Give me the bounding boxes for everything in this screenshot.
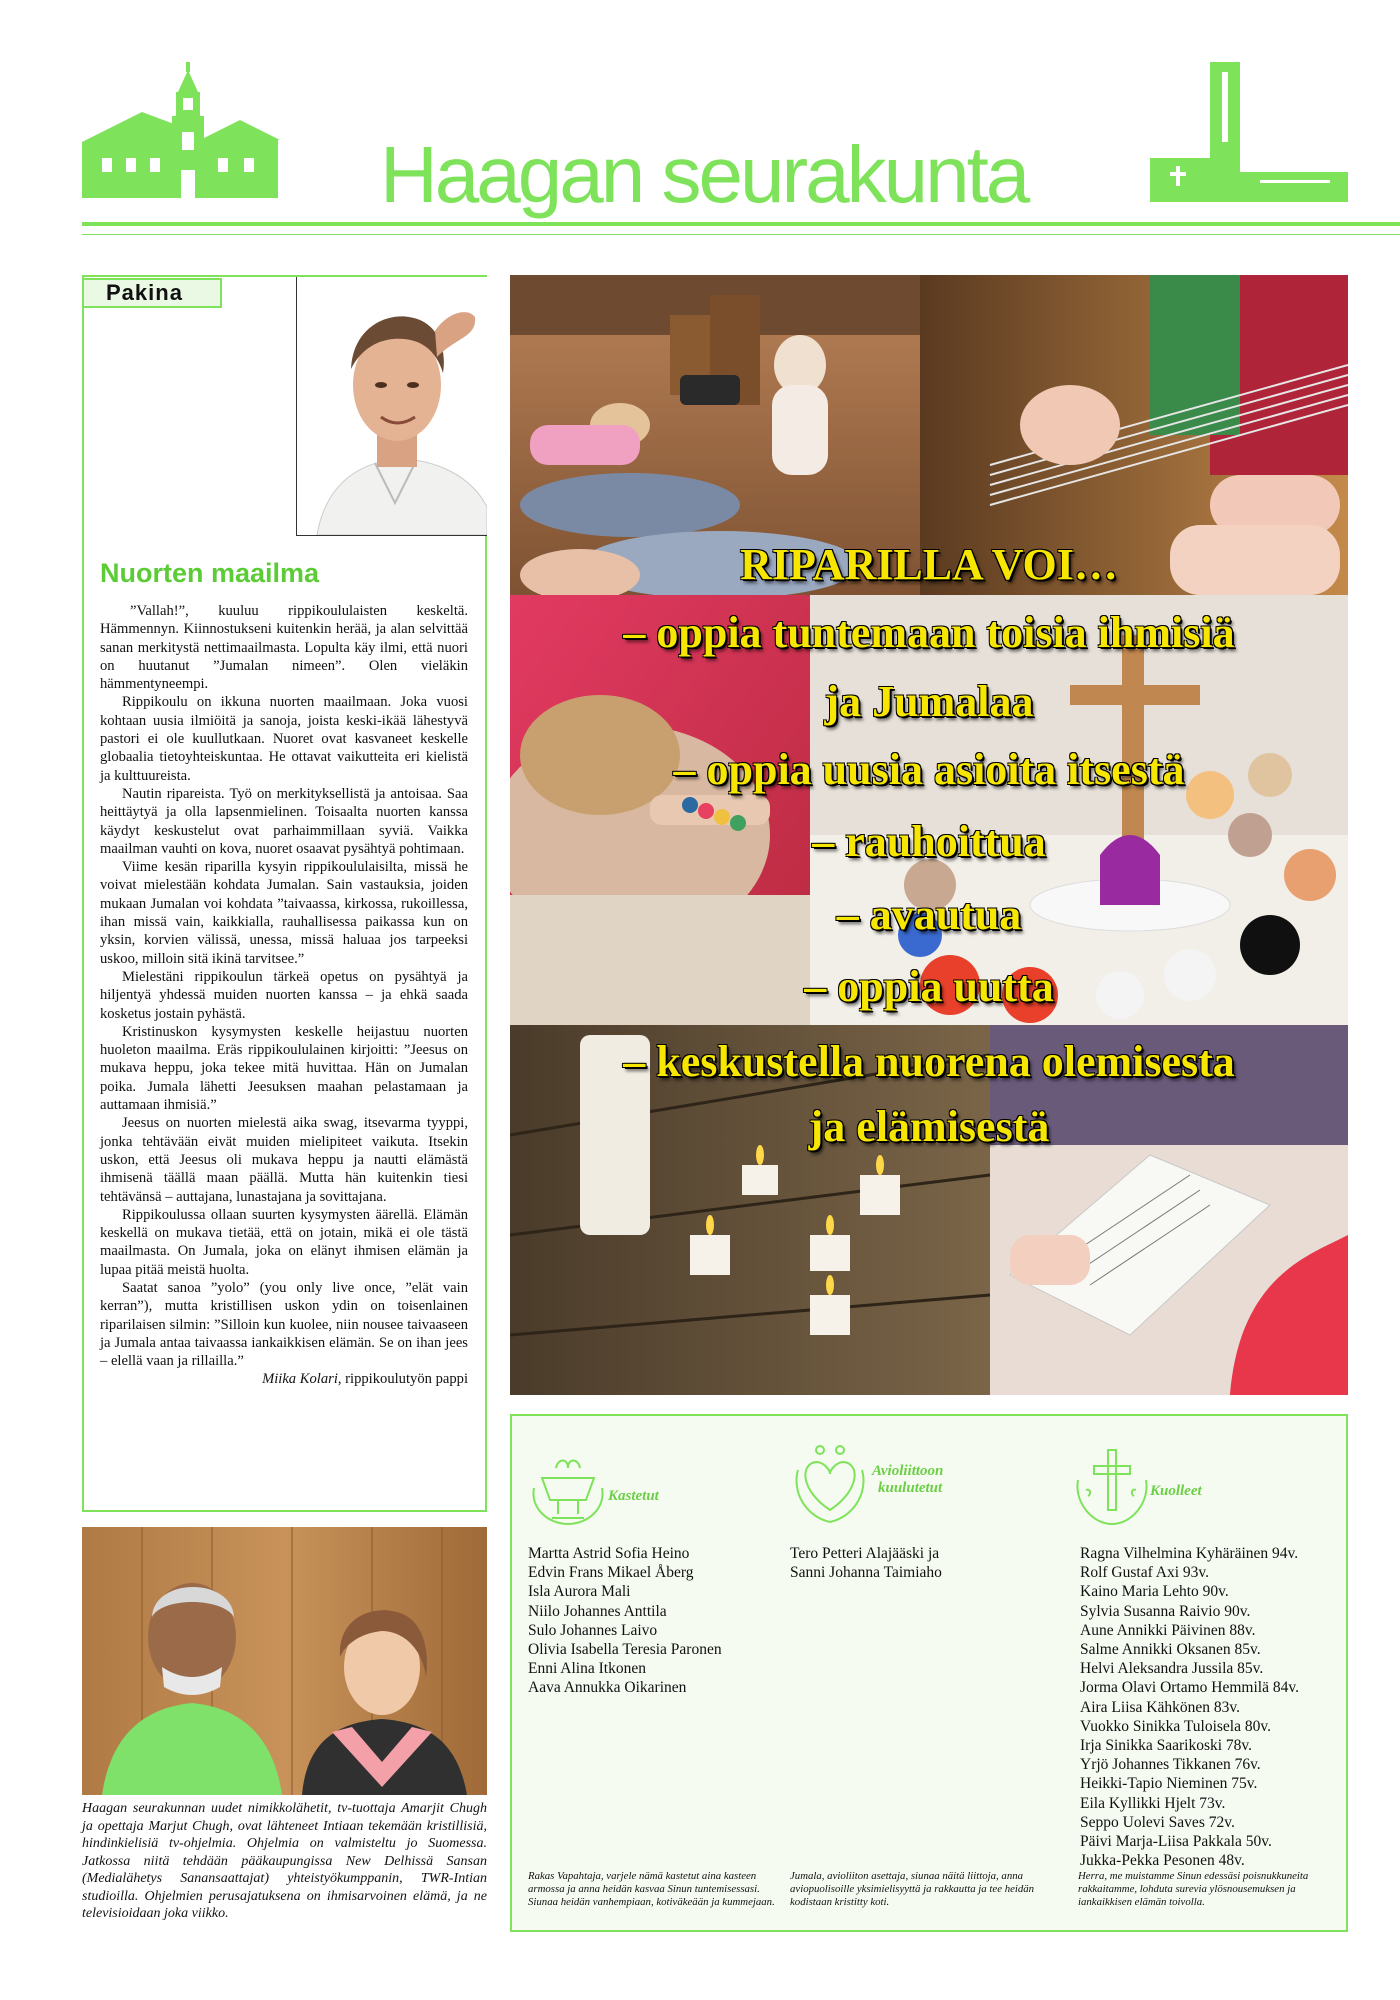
baptism-font-icon: [528, 1448, 608, 1528]
list-item: Salme Annikki Oksanen 85v.: [1080, 1641, 1261, 1659]
baptized-list: [528, 1544, 722, 1698]
old-church-logo: [82, 62, 282, 204]
collage-line: – rauhoittua: [812, 817, 1046, 866]
header-rule: [82, 222, 1400, 226]
list-item: Aava Annukka Oikarinen: [528, 1679, 687, 1697]
missionaries-photo: [82, 1527, 487, 1795]
list-item: Isla Aurora Mali: [528, 1583, 631, 1601]
pakina-label: Pakina: [82, 278, 222, 308]
list-item: Aune Annikki Päivinen 88v.: [1080, 1621, 1256, 1639]
hearts-rings-icon: [790, 1440, 870, 1526]
article-paragraph: Kristinuskon kysymysten keskelle heijastuu nuorten huoleton maailma. Eräs rippikoululainen kirjoitti: ”Jeesus on mukava heppu, joka tekee mitä huvittaa. Hän on Jumalan poika. Jumala lähetti Jeesuksen maahan pelastamaan ja auttamaan ihmisiä.”: [100, 1023, 468, 1114]
list-item: Helvi Aleksandra Jussila 85v.: [1080, 1660, 1264, 1678]
masthead-title: Haagan seurakunta: [380, 130, 1028, 219]
married-prayer: Jumala, avioliiton asettaja, siunaa näitä liittoja, anna aviopuolisoille yksimielisyyttä ja rakkautta ja tee heidän kodistaan kristitty koti.: [790, 1870, 1035, 1908]
modern-church-logo: [1150, 62, 1350, 212]
list-item: Jukka-Pekka Pesonen 48v.: [1080, 1852, 1245, 1870]
list-item: Eila Kyllikki Hjelt 73v.: [1080, 1794, 1226, 1812]
article-paragraph: Rippikoulu on ikkuna nuorten maailmaan. Joka vuosi kohtaan uusia ilmiöitä ja sanoja, joista keski-ikää lähestyvä pastori ei ole kuullutkaan. Nuoret ovat kasvaneet keskelle globaalia tietoyhteiskuntaa. He ottavat vaikutteita eri kielistä ja kulttuureista.: [100, 694, 468, 784]
collage-line: – oppia tuntemaan toisia ihmisiä: [623, 608, 1235, 657]
list-item: Päivi Marja-Liisa Pakkala 50v.: [1080, 1833, 1272, 1851]
list-item: Kaino Maria Lehto 90v.: [1080, 1583, 1229, 1601]
article-paragraph: Jeesus on nuorten mielestä aika swag, itsevarma tyyppi, jonka tehtävään eivät muiden mielipiteet vaikuta. Itsekin uskon, että Jeesus oli mukava heppu ja nautti elämästä ihmisenä täällä maan päällä. Mutta hän kuitenkin tiesi tehtävänsä – auttajana, lunastajana ja sovittajana.: [100, 1115, 468, 1205]
list-item: Vuokko Sinikka Tuloisela 80v.: [1080, 1717, 1271, 1735]
list-item: Rolf Gustaf Axi 93v.: [1080, 1564, 1210, 1582]
list-item: Seppo Uolevi Saves 72v.: [1080, 1813, 1235, 1831]
article-signature: [100, 1370, 468, 1388]
list-item: Martta Astrid Sofia Heino: [528, 1545, 690, 1562]
married-title-line: Avioliittoon: [872, 1463, 944, 1479]
list-item: Edvin Frans Mikael Åberg: [528, 1564, 694, 1582]
collage-line: – oppia uutta: [804, 962, 1054, 1011]
article-paragraph: ”Vallah!”, kuuluu rippikoululaisten keskeltä. Hämmennyn. Kiinnostukseni kuitenkin herää, ja alan selvittää sanan merkitystä nettimaailmasta. Lopulta käy ilmi, että nuori on huutanut ”Jumalan nimeen”. Olen vieläkin hämmentyneempi.: [100, 603, 468, 693]
list-item: Sylvia Susanna Raivio 90v.: [1080, 1602, 1251, 1620]
author-name: Miika Kolari: [262, 1371, 338, 1388]
list-item: Niilo Johannes Anttila: [528, 1602, 667, 1620]
article-paragraph: Viime kesän riparilla kysyin rippikoululaisilta, missä he voivat mielestään kohdata Jumalan. Sain vastauksia, joiden mukaan Jumalan voi kohdata ”taivaassa, kirkossa, rukoillessa, ihan missä vain, kaikkialla, rauhallisessa paikassa kun on yksin, korvien välissä, unessa, missä haluaa jos tarpeeksi uskoo, milloin sitä ikinä tarvitsee.”: [100, 859, 468, 967]
deceased-prayer: Herra, me muistamme Sinun edessäsi poisnukkuneita rakkaitamme, lohduta surevia ylösnousemuksen ja iankaikkisen elämän toivolla.: [1078, 1870, 1309, 1908]
married-title-line: kuulutetut: [878, 1479, 943, 1496]
article-body: [100, 602, 468, 1389]
list-item: Tero Petteri Alajääski ja: [790, 1545, 940, 1562]
collage-line: – oppia uusia asioita itsestä: [673, 745, 1185, 794]
article-paragraph: Saatat sanoa ”yolo” (you only live once, ”elät vain kerran”), mutta kristillisen uskon ydin on toisenlainen riparilaisen silmin: ”Silloin kun kuolee, niin nousee taivaaseen ja Jumala antaa taivaassa iankaikkisen elämän. Se on ihan jees – elellä vaan ja rillailla.”: [100, 1279, 468, 1370]
author-photo: [296, 277, 487, 536]
collage-line: ja elämisestä: [808, 1102, 1050, 1151]
photo-caption: Haagan seurakunnan uudet nimikkolähetit, tv-tuottaja Amarjit Chugh ja opettaja Marjut Chugh, ovat lähteneet Intiaan tekemään kristillisiä, hindinkielisiä tv-ohjelmia. Ohjelmia on valmisteltu jo Suomessa. Jatkossa niitä tehdään pääkaupungissa New Delhissä Sansan (Medialähetys Sanansaattajat) yhteistyökumppanin, TWR-Intian studioilla. Ohjelmien perusajatuksena on ihmisarvoinen elämä, ja ne televisioidaan joka viikko.: [82, 1801, 487, 1921]
married-list: [790, 1544, 942, 1582]
collage-line: ja Jumalaa: [824, 677, 1034, 726]
list-item: Enni Alina Itkonen: [528, 1660, 646, 1678]
collage-line: – keskustella nuorena olemisesta: [623, 1037, 1235, 1086]
article-heading: Nuorten maailma: [100, 558, 320, 588]
collage-headline: RIPARILLA VOI…: [740, 540, 1118, 589]
deceased-title: Kuolleet: [1150, 1483, 1202, 1499]
header-rule-thin: [82, 234, 1400, 235]
list-item: Yrjö Johannes Tikkanen 76v.: [1080, 1756, 1261, 1774]
author-role: , rippikoulutyön pappi: [337, 1371, 468, 1388]
cross-icon: [1072, 1444, 1152, 1528]
list-item: Ragna Vilhelmina Kyhäräinen 94v.: [1080, 1545, 1299, 1562]
deceased-list: [1080, 1544, 1299, 1870]
article-paragraph: Nautin ripareista. Työ on merkityksellistä ja antoisaa. Saa heittäytyä ja olla lapsenmielinen. Toisaalta nuorten kanssa käydyt keskustelut ovat parhaimmillaan syviä. Vaikka maailman vauhti on kova, nuoret osaavat pysähtyä pohtimaan.: [100, 785, 468, 857]
list-item: Aira Liisa Kähkönen 83v.: [1080, 1698, 1240, 1716]
article-paragraph: Mielestäni rippikoulun tärkeä opetus on pysähtyä ja hiljentyä yhdessä muiden nuorten kanssa – ja ehkä saada kosketus jostain pyhästä.: [100, 968, 468, 1022]
baptized-title: Kastetut: [608, 1488, 659, 1504]
list-item: Sulo Johannes Laivo: [528, 1621, 658, 1639]
list-item: Sanni Johanna Taimiaho: [790, 1564, 942, 1582]
married-title: [872, 1463, 943, 1496]
list-item: Heikki-Tapio Nieminen 75v.: [1080, 1775, 1258, 1793]
article-paragraph: Rippikoulussa ollaan suurten kysymysten äärellä. Elämän keskellä on mukava tietää, että on jotain, mikä ei ole tästä maailmasta. On Jumala, joka on elänyt ihmisen elämän ja lupaa pitää meistä huolta.: [100, 1206, 468, 1278]
collage-line: – avautua: [836, 890, 1022, 939]
list-item: Jorma Olavi Ortamo Hemmilä 84v.: [1080, 1679, 1299, 1697]
baptized-prayer: Rakas Vapahtaja, varjele nämä kastetut aina kasteen armossa ja anna heidän kasvaa Sinun tuntemisessasi. Siunaa heidän vanhempiaan, kotiväkeään ja kummejaan.: [528, 1870, 775, 1908]
list-item: Olivia Isabella Teresia Paronen: [528, 1641, 722, 1659]
confirmation-camp-collage: [510, 275, 1348, 1395]
list-item: Irja Sinikka Saarikoski 78v.: [1080, 1737, 1253, 1755]
